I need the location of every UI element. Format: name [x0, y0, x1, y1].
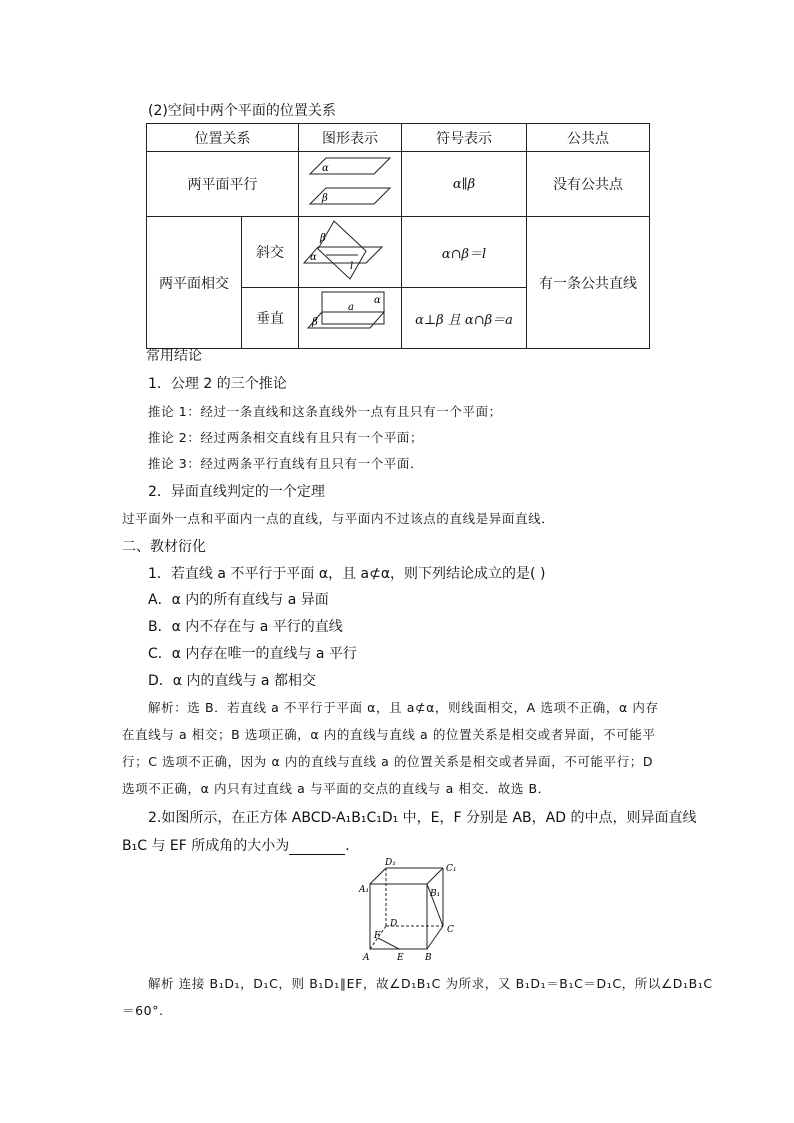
- question-2-text: B₁C 与 EF 所成角的大小为: [122, 838, 290, 854]
- solution1-line2: 在直线与 a 相交；B 选项正确，α 内的直线与直线 a 的位置关系是相交或者异面，不可能平: [122, 727, 656, 742]
- solution1-line4: 选项不正确，α 内只有过直线 a 与平面的交点的直线与 a 相交．故选 B．: [122, 781, 551, 796]
- header-symbol: 符号表示: [402, 124, 527, 152]
- oblique-label: 斜交: [242, 217, 299, 288]
- point-f: F: [374, 931, 381, 941]
- vertex-a1: A₁: [359, 885, 370, 895]
- vertex-d: D: [390, 919, 398, 929]
- section2-title: 二、教材衍化: [122, 539, 206, 555]
- intersect-relation: 两平面相交: [147, 217, 242, 349]
- corollary-3: 推论 3：经过两条平行直线有且只有一个平面．: [148, 456, 424, 471]
- corollary-1: 推论 1：经过一条直线和这条直线外一点有且只有一个平面；: [148, 404, 502, 419]
- vertex-a: A: [363, 953, 370, 963]
- question-2-line2: [122, 835, 359, 855]
- vertex-b: B: [425, 953, 432, 963]
- solution1-line3: 行；C 选项不正确，因为 α 内的直线与直线 a 的位置关系是相交或者异面，不可能平行；D: [122, 754, 654, 769]
- vertex-b1: B₁: [430, 889, 441, 899]
- solution1-line1: 解析：选 B．若直线 a 不平行于平面 α，且 a⊄α，则线面相交，A 选项不正确，α 内存: [148, 700, 659, 715]
- option-b: B．α 内不存在与 a 平行的直线: [148, 619, 343, 635]
- parallel-planes-diagram: [300, 152, 400, 212]
- solution2-line1: 解析 连接 B₁D₁，D₁C，则 B₁D₁∥EF，故∠D₁B₁C 为所求，又 B₁D₁＝B₁C＝D₁C，所以∠D₁B₁C: [148, 976, 713, 991]
- intersect-common: 有一条公共直线: [527, 217, 650, 349]
- question-2-end: ．: [345, 838, 360, 854]
- line-a-label: a: [348, 302, 354, 313]
- oblique-symbol: α∩β＝l: [402, 217, 527, 288]
- parallel-symbol: α∥β: [402, 152, 527, 217]
- line-l-label: l: [350, 261, 354, 272]
- skew-theorem: 过平面外一点和平面内一点的直线，与平面内不过该点的直线是异面直线．: [122, 511, 555, 526]
- oblique-figure: [299, 217, 402, 288]
- perpendicular-figure: [299, 288, 402, 349]
- skew-theorem-title: 2．异面直线判定的一个定理: [148, 484, 325, 500]
- section-heading: (2)空间中两个平面的位置关系: [148, 103, 336, 119]
- plane-alpha-label: α: [374, 295, 381, 306]
- vertex-c: C: [447, 925, 454, 935]
- point-e: E: [397, 953, 404, 963]
- question-1: 1．若直线 a 不平行于平面 α，且 a⊄α，则下列结论成立的是( ): [148, 566, 546, 582]
- plane-relation-table: [146, 123, 650, 349]
- question-2-line1: 2.如图所示，在正方体 ABCD-A₁B₁C₁D₁ 中，E，F 分别是 AB，AD 的中点，则异面直线: [148, 810, 697, 826]
- parallel-common: 没有公共点: [527, 152, 650, 217]
- option-c: C．α 内存在唯一的直线与 a 平行: [148, 646, 357, 662]
- oblique-planes-diagram: [300, 217, 400, 283]
- plane-beta-label: β: [312, 317, 318, 328]
- plane-alpha-label: α: [310, 252, 317, 263]
- conclusions-title: 常用结论: [146, 348, 202, 364]
- vertex-c1: C₁: [446, 864, 457, 874]
- perpendicular-planes-diagram: [300, 288, 400, 344]
- corollary-2: 推论 2：经过两条相交直线有且只有一个平面；: [148, 430, 424, 445]
- header-figure: 图形表示: [299, 124, 402, 152]
- vertex-d1: D₁: [385, 858, 396, 868]
- option-d: D．α 内的直线与 a 都相交: [148, 673, 316, 689]
- parallel-figure: [299, 152, 402, 217]
- answer-blank: [289, 839, 345, 855]
- header-common: 公共点: [527, 124, 650, 152]
- option-a: A．α 内的所有直线与 a 异面: [148, 592, 329, 608]
- header-relation: 位置关系: [147, 124, 299, 152]
- perpendicular-symbol: α⊥β 且 α∩β＝a: [402, 288, 527, 349]
- axiom-corollaries-title: 1．公理 2 的三个推论: [148, 376, 287, 392]
- parallel-relation: 两平面平行: [147, 152, 299, 217]
- plane-beta-label: β: [320, 233, 326, 244]
- plane-beta-label: β: [322, 193, 328, 204]
- plane-alpha-label: α: [322, 163, 329, 174]
- cube-diagram: [355, 856, 465, 966]
- perpendicular-label: 垂直: [242, 288, 299, 349]
- solution2-line2: ＝60°.: [122, 1003, 164, 1018]
